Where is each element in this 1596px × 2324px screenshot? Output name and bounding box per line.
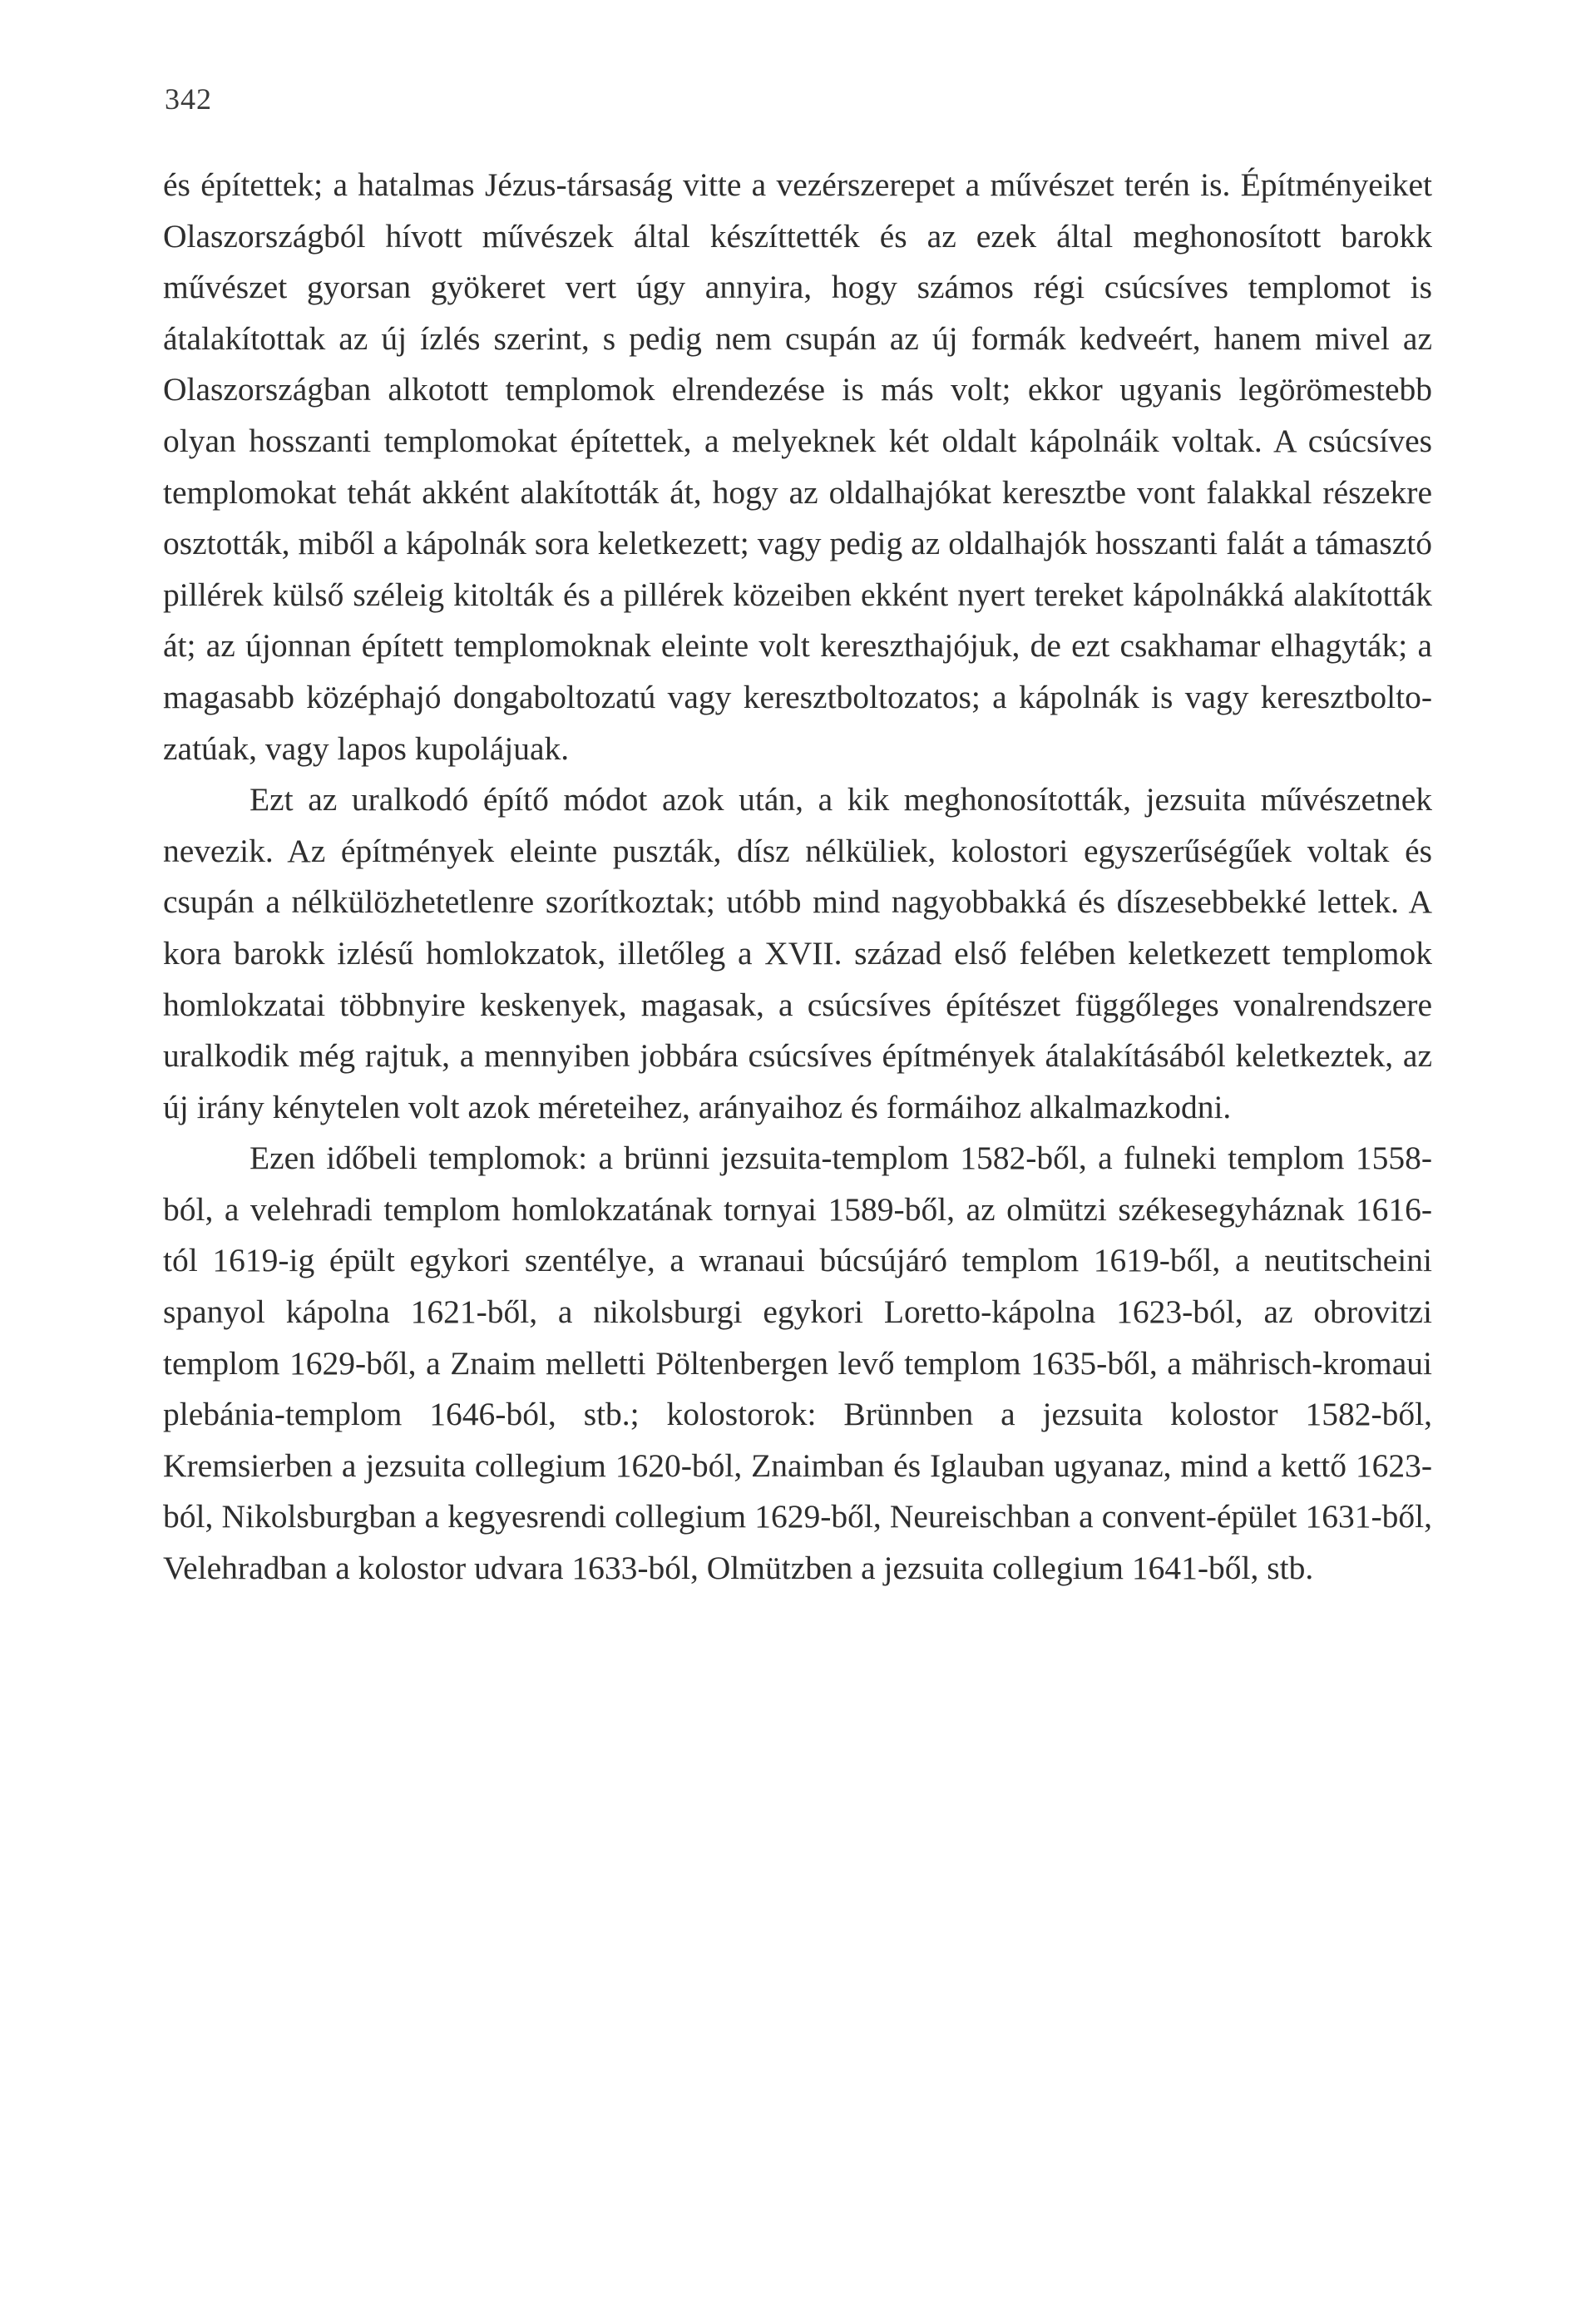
- paragraph-1: és építettek; a hatalmas Jézus-társaság vitte a vezérszerepet a művészet terén is. Építményeiket Olaszországból hívott művészek által készíttették és az ezek által meghonosított barokk művészet gyorsan gyökeret vert úgy annyira, hogy számos régi csúcsíves templomot is átalakítottak az új ízlés szerint, s pedig nem csupán az új formák kedveért, hanem mivel az Olaszországban alkotott templomok elrendezése is más volt; ekkor ugyanis legörömestebb olyan hosszanti templomokat építettek, a melyeknek két oldalt kápolnáik voltak. A csúcsíves templomokat tehát akként alakították át, hogy az oldalhajókat keresztbe vont falakkal részekre osztották, miből a kápolnák sora keletkezett; vagy pedig az oldalhajók hosszanti falát a támasztó pillérek külső széleig kitolták és a pillérek közeiben ekként nyert tereket kápolnákká alakították át; az újonnan épített templomoknak eleinte volt kereszthajójuk, de ezt csakhamar elhagyták; a magasabb középhajó dongaboltozatú vagy keresztboltozatos; a kápolnák is vagy keresztboltozatúak, vagy lapos kupolájuak.: [163, 166, 1432, 767]
- body-text: [163, 160, 1432, 1595]
- paragraph-3: Ezen időbeli templomok: a brünni jezsuita-templom 1582-ből, a fulneki templom 1558-ból, a velehradi templom homlokzatának tornyai 1589-ből, az olmützi székesegyháznak 1616-tól 1619-ig épült egykori szentélye, a wranaui búcsújáró templom 1619-ből, a neutitscheini spanyol kápolna 1621-ből, a nikolsburgi egykori Loretto-kápolna 1623-ból, az obrovitzi templom 1629-ből, a Znaim melletti Pöltenbergen levő templom 1635-ből, a mährisch-kromaui plebánia-templom 1646-ból, stb.; kolostorok: Brünnben a jezsuita kolostor 1582-ből, Kremsierben a jezsuita collegium 1620-ból, Znaimban és Iglauban ugyanaz, mind a kettő 1623-ból, Nikolsburgban a kegyesrendi collegium 1629-ből, Neureischban a convent-épület 1631-ből, Velehradban a kolostor udvara 1633-ból, Olmützben a jezsuita collegium 1641-ből, stb.: [163, 1140, 1432, 1587]
- page-number: 342: [165, 82, 212, 116]
- paragraph-2: Ezt az uralkodó építő módot azok után, a kik meghonosították, jezsuita művészetnek nevezik. Az építmények eleinte puszták, dísz nélküliek, kolostori egyszerűségűek voltak és csupán a nélkülözhetetlenre szorítkoztak; utóbb mind nagyobbakká és díszesebbekké lettek. A kora barokk izlésű homlokzatok, illetőleg a XVII. század első felében keletkezett templomok homlokzatai többnyire keskenyek, magasak, a csúcsíves építészet függőleges vonalrendszere uralkodik még rajtuk, a mennyiben jobbára csúcsíves építmények átalakításából keletkeztek, az új irány kénytelen volt azok méreteihez, arányaihoz és formáihoz alkalmazkodni.: [163, 781, 1432, 1125]
